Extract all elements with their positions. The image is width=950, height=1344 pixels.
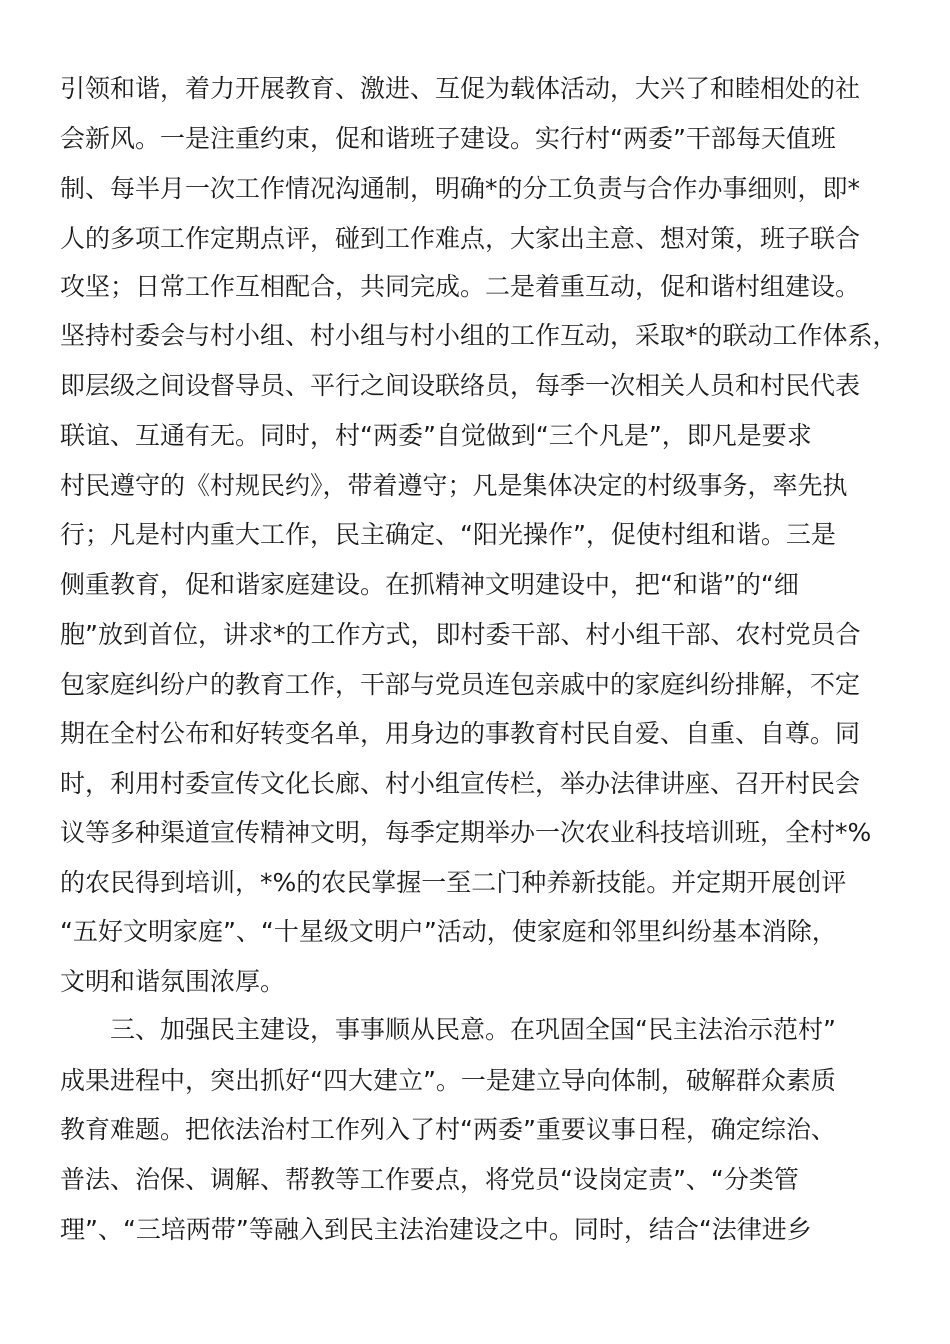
text-line-21: 成果进程中，突出抓好“四大建立”。一是建立导向体制，破解群众素质 bbox=[60, 1066, 836, 1095]
text-line-16: 议等多种渠道宣传精神文明，每季定期举办一次农业科技培训班，全村*% bbox=[60, 818, 872, 847]
text-line-17: 的农民得到培训，*%的农民掌握一至二门种养新技能。并定期开展创评 bbox=[60, 868, 847, 897]
text-line-7: 即层级之间设督导员、平行之间设联络员，每季一次相关人员和村民代表 bbox=[60, 371, 861, 400]
text-line-9: 村民遵守的《村规民约》，带着遵守；凡是集体决定的村级事务，率先执 bbox=[60, 471, 848, 500]
text-line-3: 制、每半月一次工作情况沟通制，明确*的分工负责与合作办事细则，即* bbox=[60, 174, 861, 203]
text-line-10: 行；凡是村内重大工作，民主确定、“阳光操作”，促使村组和谐。三是 bbox=[60, 520, 836, 549]
text-line-24: 理”、“三培两带”等融入到民主法治建设之中。同时，结合“法律进乡 bbox=[60, 1215, 812, 1244]
text-line-14: 期在全村公布和好转变名单，用身边的事教育村民自爱、自重、自尊。同 bbox=[60, 719, 861, 748]
text-line-12: 胞”放到首位，讲求*的工作方式，即村委干部、村小组干部、农村党员合 bbox=[60, 620, 861, 649]
text-line-23: 普法、治保、调解、帮教等工作要点，将党员“设岗定责”、“分类管 bbox=[60, 1165, 799, 1194]
text-line-5: 攻坚；日常工作互相配合，共同完成。二是着重互动，促和谐村组建设。 bbox=[60, 272, 861, 301]
text-line-11: 侧重教育，促和谐家庭建设。在抓精神文明建设中，把“和谐”的“细 bbox=[60, 570, 799, 599]
text-line-19: 文明和谐氛围浓厚。 bbox=[60, 967, 286, 996]
text-line-22: 教育难题。把依法治村工作列入了村“两委”重要议事日程，确定综治、 bbox=[60, 1115, 836, 1144]
text-line-2: 会新风。一是注重约束，促和谐班子建设。实行村“两委”干部每天值班 bbox=[60, 124, 836, 153]
text-line-13: 包家庭纠纷户的教育工作，干部与党员连包亲戚中的家庭纠纷排解，不定 bbox=[60, 670, 861, 699]
text-line-4: 人的多项工作定期点评，碰到工作难点，大家出主意、想对策，班子联合 bbox=[60, 224, 861, 253]
text-line-8: 联谊、互通有无。同时，村“两委”自觉做到“三个凡是”，即凡是要求 bbox=[60, 421, 812, 450]
text-line-15: 时，利用村委宣传文化长廊、村小组宣传栏，举办法律讲座、召开村民会 bbox=[60, 769, 861, 798]
text-line-20: 三、加强民主建设，事事顺从民意。在巩固全国“民主法治示范村” bbox=[110, 1015, 836, 1044]
text-line-1: 引领和谐，着力开展教育、激进、互促为载体活动，大兴了和睦相处的社 bbox=[60, 74, 861, 103]
text-line-6: 坚持村委会与村小组、村小组与村小组的工作互动，采取*的联动工作体系， bbox=[60, 321, 898, 350]
text-line-18: “五好文明家庭”、“十星级文明户”活动，使家庭和邻里纠纷基本消除， bbox=[60, 917, 837, 946]
